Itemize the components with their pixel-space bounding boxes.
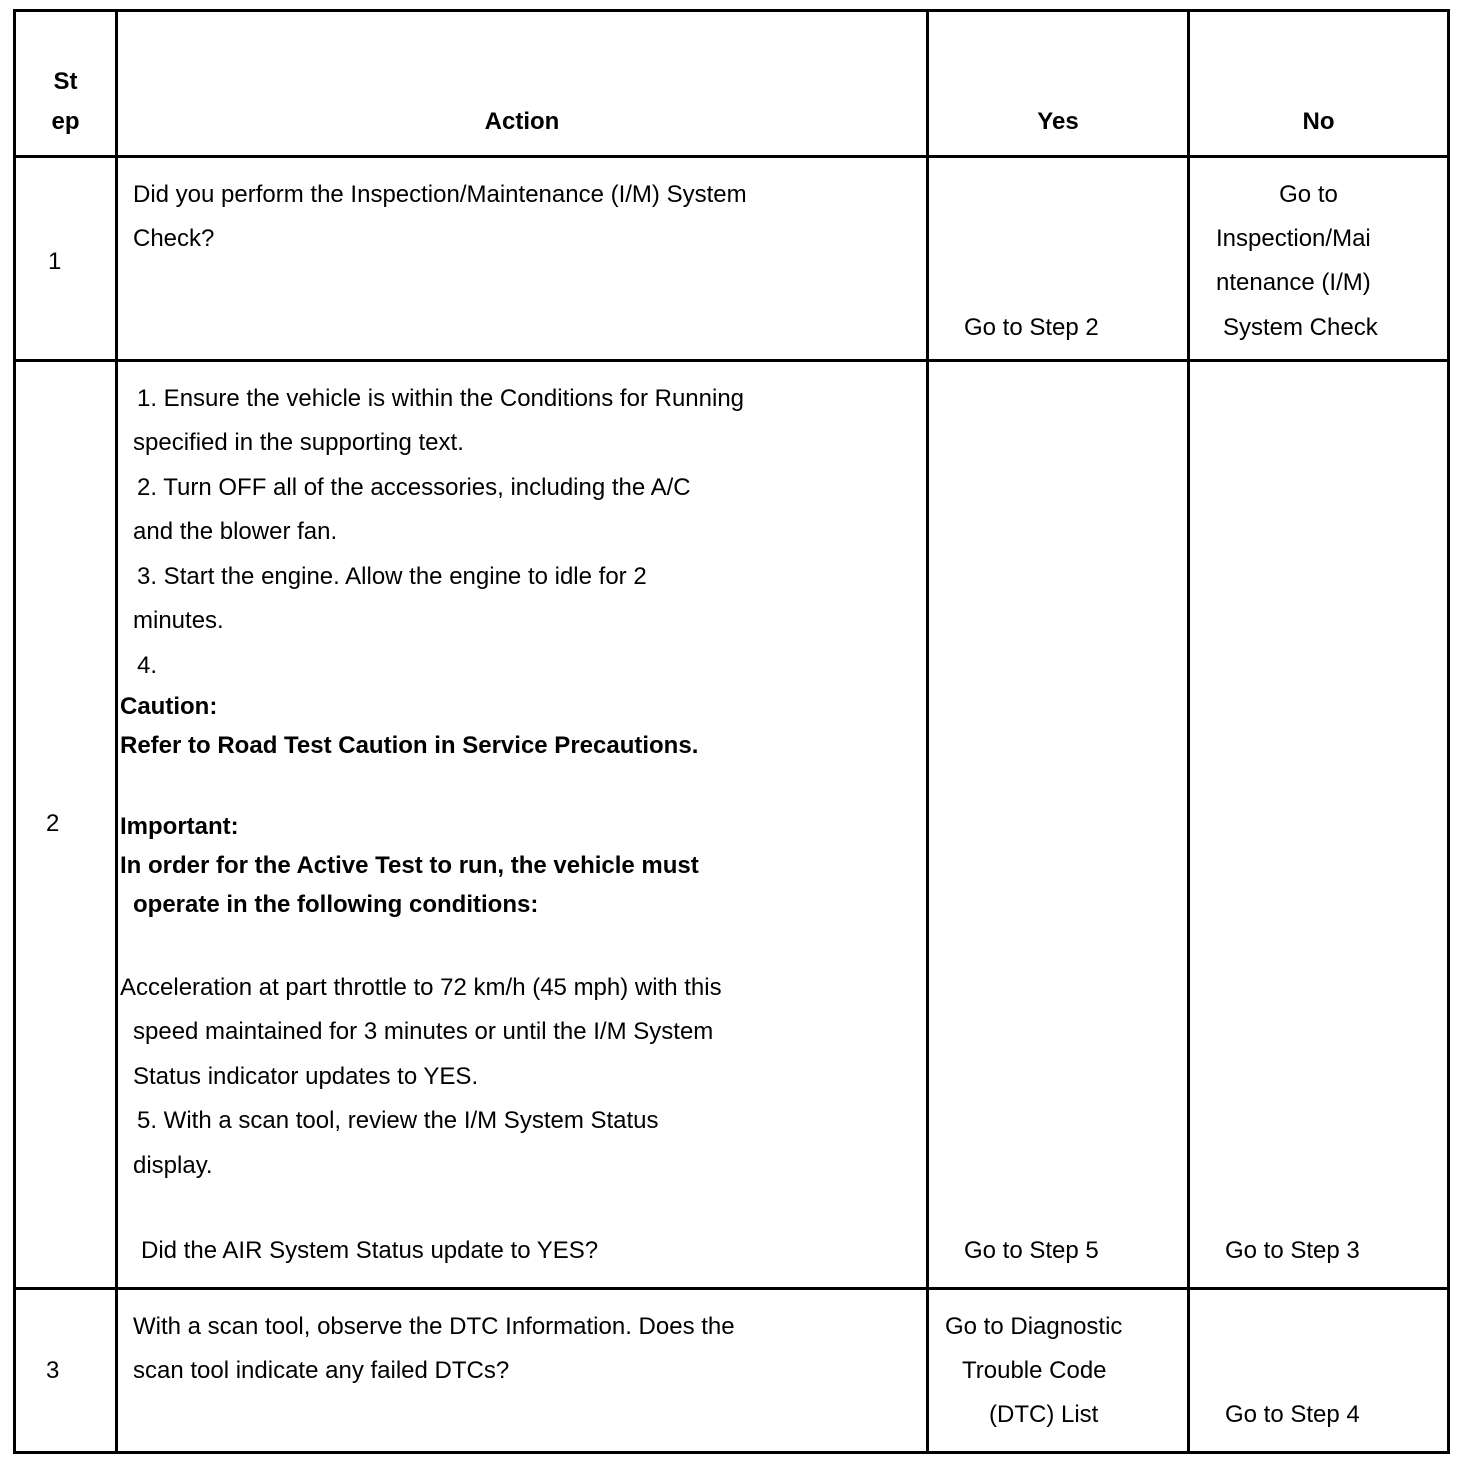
table-border-top: [13, 9, 1450, 12]
no-result: Go to Step 3: [1225, 1237, 1360, 1264]
step-number: 1: [48, 248, 62, 275]
action-text-line: With a scan tool, observe the DTC Information. Does the: [133, 1313, 735, 1340]
table-border-bottom: [13, 1451, 1450, 1454]
action-list-item-5-cont: display.: [133, 1152, 213, 1179]
action-list-item-3: 3. Start the engine. Allow the engine to idle for 2: [137, 563, 647, 590]
step-number: 2: [46, 810, 60, 837]
action-text-line: Did you perform the Inspection/Maintenance (I/M) System: [133, 181, 747, 208]
header-no: No: [1302, 108, 1335, 135]
step-number: 3: [46, 1357, 60, 1384]
action-text-line: Check?: [133, 225, 215, 252]
condition-text: Acceleration at part throttle to 72 km/h (45 mph) with this: [120, 974, 722, 1001]
header-yes: Yes: [1037, 108, 1079, 135]
condition-text-cont: Status indicator updates to YES.: [133, 1063, 479, 1090]
no-result: Go to Step 4: [1225, 1401, 1360, 1428]
yes-result-line: (DTC) List: [989, 1401, 1099, 1428]
header-action: Action: [484, 108, 560, 135]
table-border-right: [1447, 9, 1450, 1454]
row-divider-header: [13, 155, 1450, 158]
row-divider-1: [13, 359, 1450, 362]
column-divider-yes: [1187, 9, 1190, 1454]
important-text: In order for the Active Test to run, the vehicle must: [120, 852, 699, 879]
no-result-line: Inspection/Mai: [1216, 225, 1371, 252]
caution-text: Refer to Road Test Caution in Service Precautions.: [120, 732, 699, 759]
caution-title: Caution:: [120, 693, 218, 720]
header-step-line1: St: [53, 68, 78, 95]
action-list-item-1: 1. Ensure the vehicle is within the Conditions for Running: [137, 385, 745, 412]
no-result-line: System Check: [1223, 314, 1378, 341]
condition-text-cont: speed maintained for 3 minutes or until the I/M System: [133, 1018, 714, 1045]
action-list-item-2-cont: and the blower fan.: [133, 518, 338, 545]
important-text-cont: operate in the following conditions:: [133, 891, 539, 918]
action-text-line: scan tool indicate any failed DTCs?: [133, 1357, 510, 1384]
action-list-item-4: 4.: [137, 652, 158, 679]
yes-result-line: Go to Diagnostic: [945, 1313, 1123, 1340]
yes-result: Go to Step 5: [964, 1237, 1099, 1264]
column-divider-action: [926, 9, 929, 1454]
yes-result-line: Trouble Code: [962, 1357, 1107, 1384]
action-list-item-2: 2. Turn OFF all of the accessories, including the A/C: [137, 474, 691, 501]
row-divider-2: [13, 1287, 1450, 1290]
yes-result: Go to Step 2: [964, 314, 1099, 341]
no-result-line: Go to: [1279, 181, 1338, 208]
question-text: Did the AIR System Status update to YES?: [141, 1237, 599, 1264]
header-step-line2: ep: [51, 108, 80, 135]
column-divider-step: [115, 9, 118, 1454]
no-result-line: ntenance (I/M): [1216, 269, 1371, 296]
action-list-item-5: 5. With a scan tool, review the I/M System Status: [137, 1107, 659, 1134]
action-list-item-3-cont: minutes.: [133, 607, 224, 634]
table-border-left: [13, 9, 16, 1454]
important-title: Important:: [120, 813, 239, 840]
action-list-item-1-cont: specified in the supporting text.: [133, 429, 464, 456]
